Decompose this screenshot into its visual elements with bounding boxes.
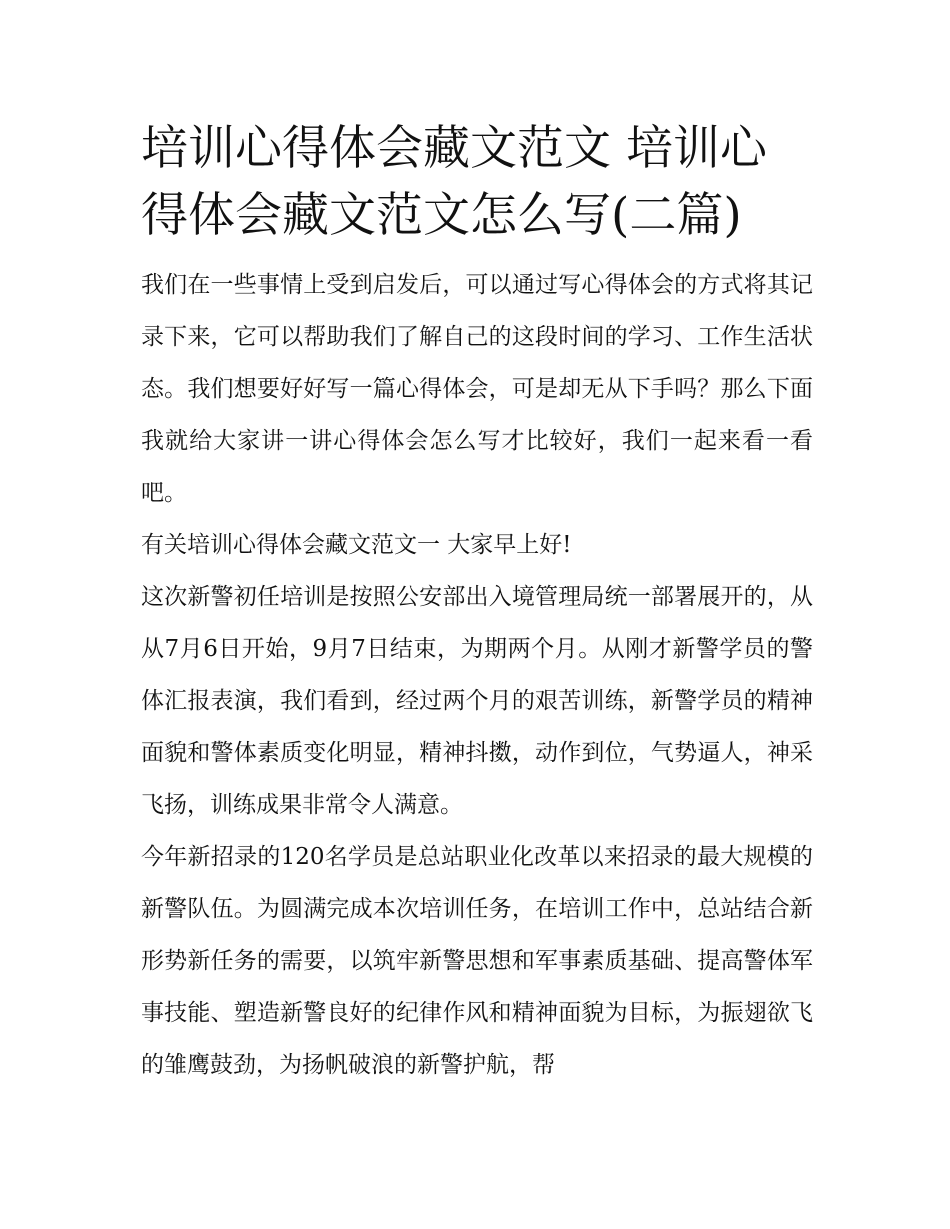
body-paragraph: 今年新招录的120名学员是总站职业化改革以来招录的最大规模的新警队伍。为圆满完成本次培训任务，在培训工作中，总站结合新形势新任务的需要，以筑牢新警思想和军事素质基础、提高警体军事技能、塑造新警良好的纪律作风和精神面貌为目标，为振翅欲飞的雏鹰鼓劲，为扬帆破浪的新警护航，帮: [141, 844, 813, 1078]
document-title: 培训心得体会藏文范文 培训心得体会藏文范文怎么写(二篇): [141, 121, 767, 243]
intro-paragraph: 我们在一些事情上受到启发后，可以通过写心得体会的方式将其记录下来，它可以帮助我们了解自己的这段时间的学习、工作生活状态。我们想要好好写一篇心得体会，可是却无从下手吗？那么下面我就给大家讲一讲心得体会怎么写才比较好，我们一起来看一看吧。: [141, 272, 813, 506]
document-body: [141, 115, 813, 1091]
section-heading-paragraph: 有关培训心得体会藏文范文一 大家早上好!: [141, 532, 572, 558]
body-paragraph: 这次新警初任培训是按照公安部出入境管理局统一部署展开的，从从7月6日开始，9月7日结束，为期两个月。从刚才新警学员的警体汇报表演，我们看到，经过两个月的艰苦训练，新警学员的精神面貌和警体素质变化明显，精神抖擞，动作到位，气势逼人，神采飞扬，训练成果非常令人满意。: [141, 584, 813, 818]
